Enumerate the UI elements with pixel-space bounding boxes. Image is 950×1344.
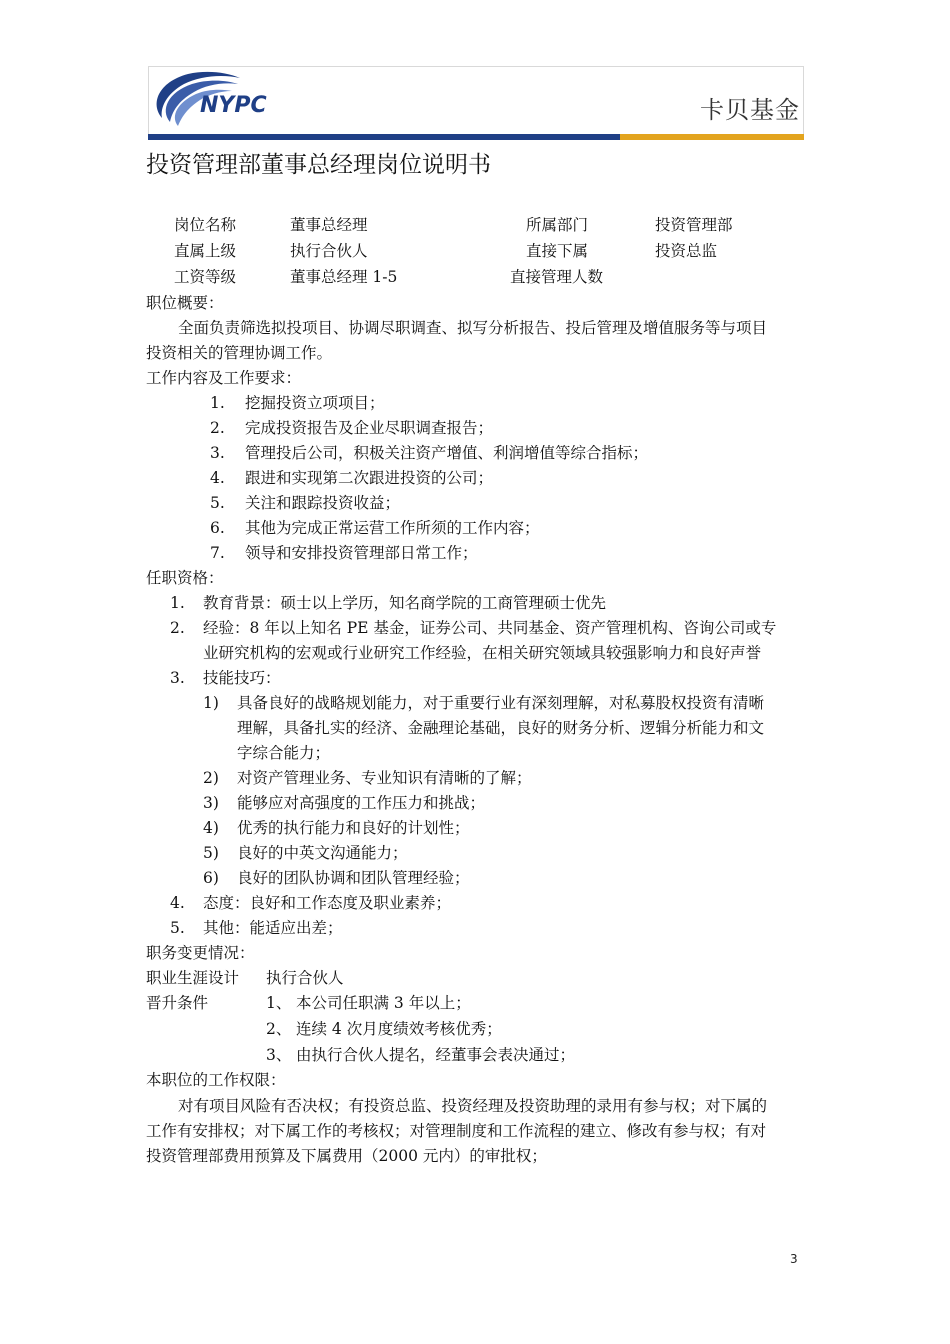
career-label: 职业生涯设计	[146, 969, 240, 987]
sublist-item: 能够应对高强度的工作压力和挑战；	[237, 794, 486, 812]
authority-heading: 本职位的工作权限：	[146, 1071, 286, 1089]
sublist-item: 对资产管理业务、专业知识有清晰的了解；	[237, 769, 532, 787]
document-title: 投资管理部董事总经理岗位说明书	[146, 152, 491, 178]
nypc-logo	[148, 68, 298, 130]
sublist-number: 5)	[203, 844, 219, 862]
sublist-item: 良好的中英文沟通能力；	[237, 844, 408, 862]
promotion-label: 晋升条件	[146, 994, 209, 1012]
list-number: 2.	[210, 419, 225, 437]
sublist-item: 具备良好的战略规划能力，对于重要行业有深刻理解，对私募股权投资有清晰	[237, 694, 765, 712]
page-header	[148, 66, 804, 140]
info-label-subordinate: 直接下属	[526, 242, 589, 260]
list-item-continued: 业研究机构的宏观或行业研究工作经验，在相关研究领域具较强影响力和良好声誉	[203, 644, 762, 662]
list-number: 5.	[210, 494, 225, 512]
changes-heading: 职务变更情况：	[146, 944, 255, 962]
info-label-headcount: 直接管理人数	[510, 268, 604, 286]
brand-name: 卡贝基金	[700, 96, 800, 124]
list-number: 1.	[210, 394, 225, 412]
info-label-department: 所属部门	[526, 216, 589, 234]
info-label-superior: 直属上级	[174, 242, 237, 260]
sublist-item: 优秀的执行能力和良好的计划性；	[237, 819, 470, 837]
list-number: 4.	[170, 894, 185, 912]
list-number: 7.	[210, 544, 225, 562]
logo-text: NYPC	[200, 93, 267, 118]
info-label-position: 岗位名称	[174, 216, 237, 234]
duties-heading: 工作内容及工作要求：	[146, 369, 302, 387]
authority-text: 工作有安排权；对下属工作的考核权；对管理制度和工作流程的建立、修改有参与权；有对	[146, 1122, 767, 1140]
info-value-department: 投资管理部	[655, 216, 733, 234]
list-number: 4.	[210, 469, 225, 487]
list-number: 1.	[170, 594, 185, 612]
page-number: 3	[790, 1252, 798, 1266]
overview-heading: 职位概要：	[146, 294, 224, 312]
list-item: 态度：良好和工作态度及职业素养；	[203, 894, 452, 912]
authority-text: 投资管理部费用预算及下属费用（2000 元内）的审批权；	[146, 1147, 547, 1165]
info-label-salary-grade: 工资等级	[174, 268, 237, 286]
condition-item: 连续 4 次月度绩效考核优秀；	[296, 1020, 502, 1038]
list-item: 跟进和实现第二次跟进投资的公司；	[245, 469, 494, 487]
condition-number: 1、	[266, 994, 292, 1012]
sublist-number: 4)	[203, 819, 219, 837]
overview-text: 全面负责筛选拟投项目、协调尽职调查、拟写分析报告、投后管理及增值服务等与项目	[178, 319, 768, 337]
sublist-number: 3)	[203, 794, 219, 812]
condition-item: 由执行合伙人提名，经董事会表决通过；	[296, 1046, 576, 1064]
list-number: 3.	[170, 669, 185, 687]
sublist-number: 6)	[203, 869, 219, 887]
list-item: 技能技巧：	[203, 669, 281, 687]
header-bar-blue	[148, 134, 620, 140]
info-value-salary-grade: 董事总经理 1-5	[290, 268, 398, 286]
career-value: 执行合伙人	[266, 969, 344, 987]
sublist-item: 良好的团队协调和团队管理经验；	[237, 869, 470, 887]
list-item: 教育背景：硕士以上学历，知名商学院的工商管理硕士优先	[203, 594, 607, 612]
header-bar-gold	[620, 134, 804, 140]
list-item: 挖掘投资立项项目；	[245, 394, 385, 412]
list-item: 其他：能适应出差；	[203, 919, 343, 937]
qualifications-heading: 任职资格：	[146, 569, 224, 587]
list-item: 完成投资报告及企业尽职调查报告；	[245, 419, 494, 437]
list-item: 关注和跟踪投资收益；	[245, 494, 401, 512]
info-value-subordinate: 投资总监	[655, 242, 718, 260]
list-item: 领导和安排投资管理部日常工作；	[245, 544, 478, 562]
condition-item: 本公司任职满 3 年以上；	[296, 994, 471, 1012]
list-number: 2.	[170, 619, 185, 637]
sublist-number: 2)	[203, 769, 219, 787]
sublist-number: 1)	[203, 694, 219, 712]
list-item: 管理投后公司，积极关注资产增值、利润增值等综合指标；	[245, 444, 649, 462]
list-item: 其他为完成正常运营工作所须的工作内容；	[245, 519, 540, 537]
info-value-superior: 执行合伙人	[290, 242, 368, 260]
list-number: 3.	[210, 444, 225, 462]
list-number: 5.	[170, 919, 185, 937]
authority-text: 对有项目风险有否决权；有投资总监、投资经理及投资助理的录用有参与权；对下属的	[178, 1097, 768, 1115]
sublist-item-continued: 字综合能力；	[237, 744, 331, 762]
condition-number: 2、	[266, 1020, 292, 1038]
info-value-position: 董事总经理	[290, 216, 368, 234]
list-number: 6.	[210, 519, 225, 537]
list-item: 经验：8 年以上知名 PE 基金，证券公司、共同基金、资产管理机构、咨询公司或专	[203, 619, 777, 637]
overview-text: 投资相关的管理协调工作。	[146, 344, 333, 362]
condition-number: 3、	[266, 1046, 292, 1064]
sublist-item-continued: 理解，具备扎实的经济、金融理论基础，良好的财务分析、逻辑分析能力和文	[237, 719, 765, 737]
